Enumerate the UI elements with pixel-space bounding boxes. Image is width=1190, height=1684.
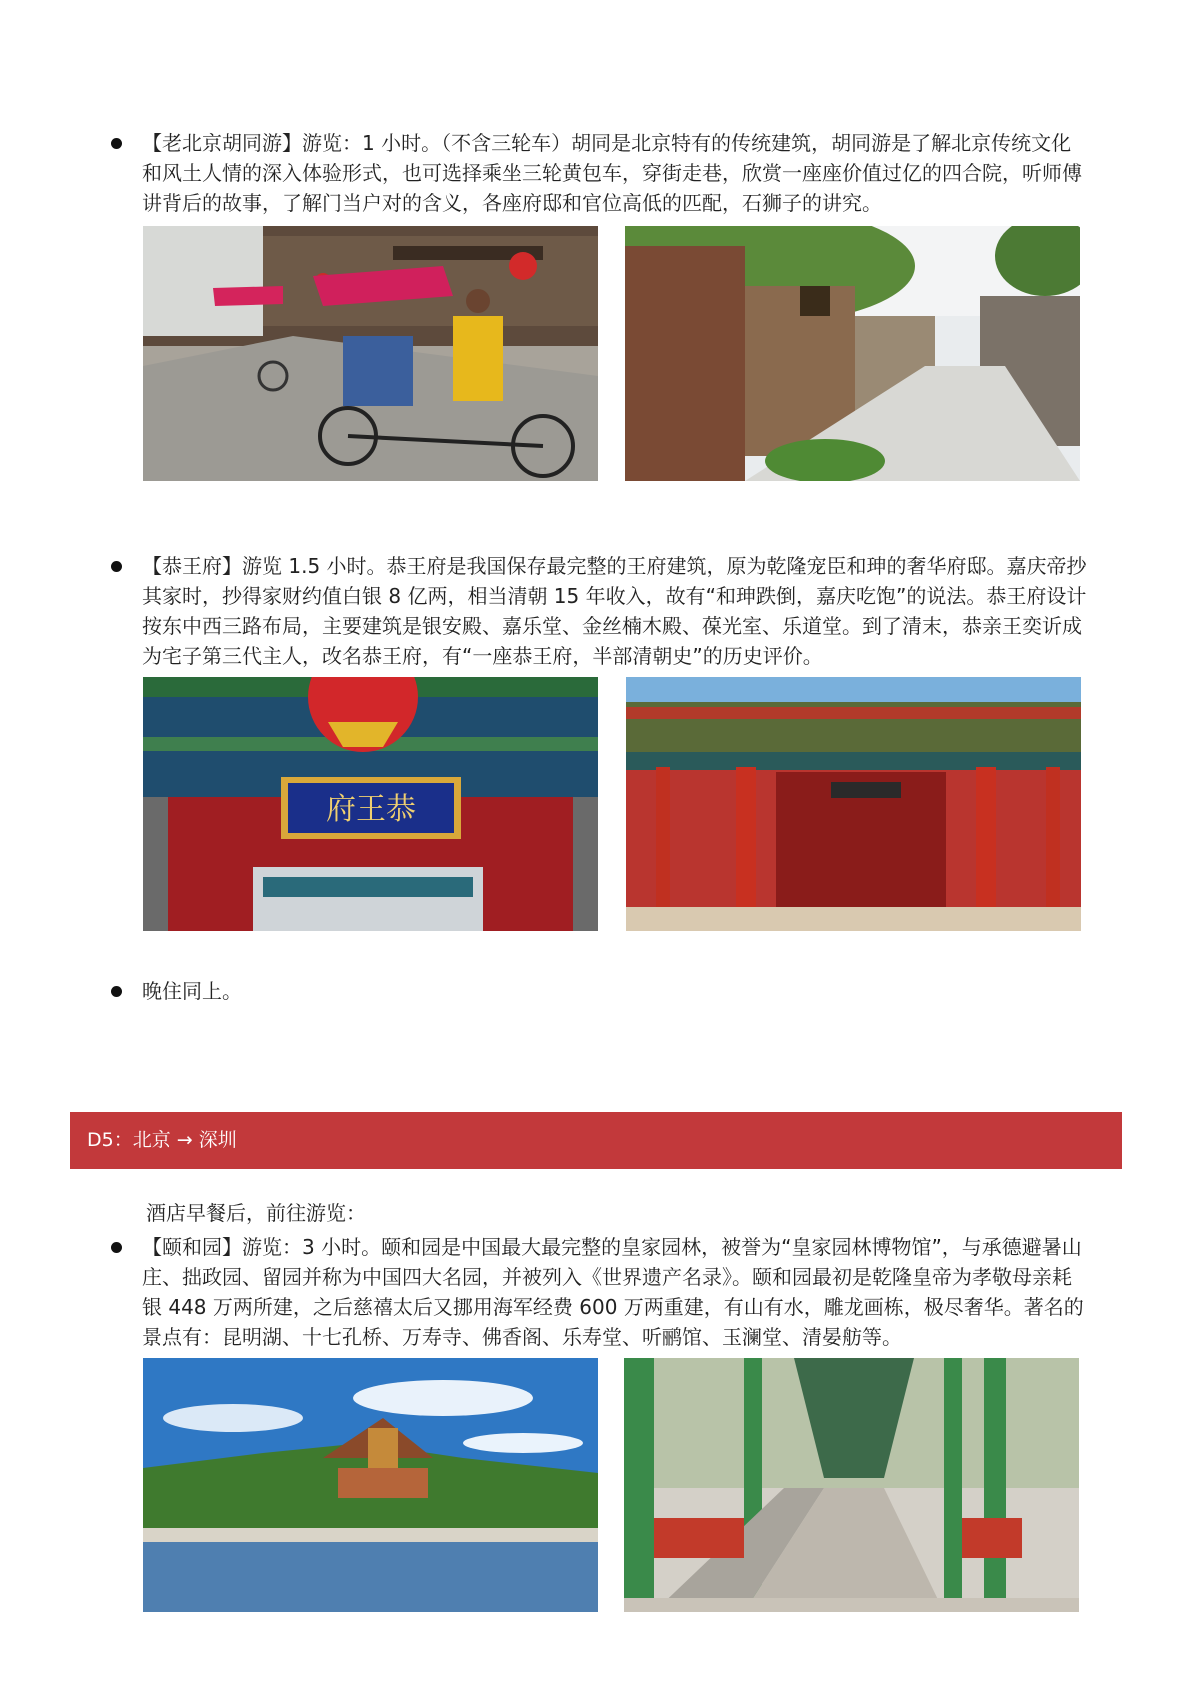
overnight-paragraph [115, 976, 1090, 1006]
gongwangfu-plaque-photo [143, 677, 598, 931]
gongwangfu-gate-photo [626, 677, 1081, 931]
summer-palace-text: 【颐和园】游览：3 小时。颐和园是中国最大最完整的皇家园林，被誉为“皇家园林博物馆”，与承德避暑山庄、拙政园、留园并称为中国四大名园，并被列入《世界遗产名录》。颐和园最初是乾隆皇帝为孝敬母亲耗银 448 万两所建，之后慈禧太后又挪用海军经费 600 万两重建，有山有水，雕龙画栋，极尽奢华。著名的景点有：昆明湖、十七孔桥、万寿寺、佛香阁、乐寿堂、听鹂馆、玉澜堂、清晏舫等。 [142, 1235, 1084, 1349]
hutong-text: 【老北京胡同游】游览：1 小时。（不含三轮车）胡同是北京特有的传统建筑，胡同游是了解北京传统文化和风土人情的深入体验形式，也可选择乘坐三轮黄包车，穿街走巷，欣赏一座座价值过亿的四合院，听师傅讲背后的故事，了解门当户对的含义，各座府邸和官位高低的匹配，石狮子的讲究。 [142, 131, 1082, 215]
rickshaw-photo [143, 226, 598, 481]
day-banner [70, 1112, 1122, 1169]
hutong-street-photo [625, 226, 1080, 481]
plaque-text: 府王恭 [326, 792, 416, 827]
bullet-icon [111, 561, 122, 572]
overnight-text: 晚住同上。 [142, 979, 242, 1003]
long-corridor-photo [624, 1358, 1079, 1612]
bullet-icon [111, 1242, 122, 1253]
bullet-icon [111, 986, 122, 997]
hutong-paragraph [115, 128, 1090, 218]
bullet-icon [111, 138, 122, 149]
gongwangfu-text: 【恭王府】游览 1.5 小时。恭王府是我国保存最完整的王府建筑，原为乾隆宠臣和珅的奢华府邸。嘉庆帝抄其家时，抄得家财约值白银 8 亿两，相当清朝 15 年收入，故有“和珅跌倒，嘉庆吃饱”的说法。恭王府设计按东中西三路布局，主要建筑是银安殿、嘉乐堂、金丝楠木殿、葆光室、乐道堂。到了清末，恭亲王奕䜣成为宅子第三代主人，改名恭王府，有“一座恭王府，半部清朝史”的历史评价。 [142, 554, 1087, 668]
summer-palace-paragraph [115, 1232, 1090, 1352]
day-label: D5：北京 → 深圳 [87, 1129, 237, 1151]
day-intro: 酒店早餐后，前往游览： [146, 1201, 366, 1225]
gongwangfu-paragraph [115, 551, 1090, 671]
summer-palace-lake-photo [143, 1358, 598, 1612]
